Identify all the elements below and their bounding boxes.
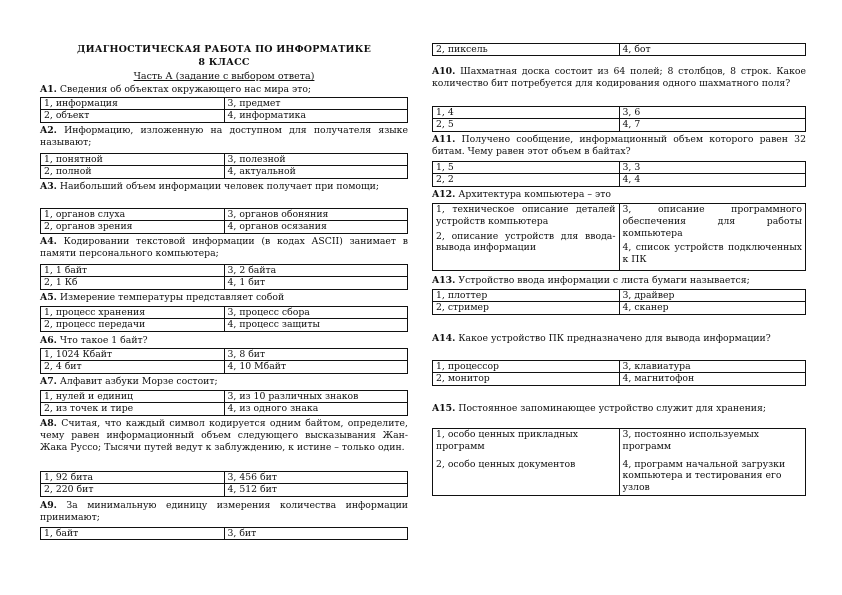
answers-a9-part2: [432, 43, 806, 56]
option[interactable]: 4, органов осязания: [224, 221, 408, 233]
part-title: Часть А (задание с выбором ответа): [133, 71, 315, 82]
option[interactable]: 4, из одного знака: [224, 403, 408, 415]
option[interactable]: 4, информатика: [224, 110, 408, 122]
option[interactable]: 2, органов зрения: [41, 221, 225, 233]
option[interactable]: 1, органов слуха: [41, 209, 225, 221]
option[interactable]: 1, техническое описание деталей устройств компьютера: [436, 204, 616, 227]
option[interactable]: 2, полной: [41, 166, 225, 178]
answers-a9-part1: [40, 527, 408, 540]
answers-a6: [40, 348, 408, 374]
option[interactable]: 2, пиксель: [433, 44, 620, 56]
option[interactable]: 2, монитор: [433, 373, 620, 385]
option[interactable]: 1, 5: [433, 162, 620, 174]
question-a10: A10. Шахматная доска состоит из 64 полей; 8 столбцов, 8 строк. Какое количество бит потребуется для кодирования одного шахматного поля?: [432, 66, 806, 90]
option[interactable]: 4, бот: [619, 44, 806, 56]
question-a11: A11. Получено сообщение, информационный объем которого равен 32 битам. Чему равен этот объем в байтах?: [432, 134, 806, 158]
option[interactable]: 3, бит: [224, 528, 408, 540]
option[interactable]: 1, 1024 Кбайт: [41, 349, 225, 361]
option[interactable]: 1, 92 бита: [41, 472, 225, 484]
grade-title: 8 КЛАСС: [198, 57, 250, 68]
answers-a11: [432, 161, 806, 187]
option[interactable]: 2, 5: [433, 119, 620, 131]
option[interactable]: 4, 1 бит: [224, 277, 408, 289]
answers-a14: [432, 360, 806, 386]
option[interactable]: 1, информация: [41, 98, 225, 110]
option[interactable]: 1, 1 байт: [41, 265, 225, 277]
option[interactable]: 4, 4: [619, 174, 806, 186]
question-a15: A15. Постоянное запоминающее устройство служит для хранения;: [432, 403, 766, 414]
worksheet-title: ДИАГНОСТИЧЕСКАЯ РАБОТА ПО ИНФОРМАТИКЕ: [76, 44, 372, 55]
option[interactable]: 1, плоттер: [433, 290, 620, 302]
option[interactable]: 4, 512 бит: [224, 484, 408, 496]
question-a3: A3. Наибольший объем информации человек получает при помощи;: [40, 181, 379, 192]
option[interactable]: 4, сканер: [619, 302, 806, 314]
option[interactable]: 3, постоянно используемых программ: [622, 429, 759, 452]
question-a5: A5. Измерение температуры представляет собой: [40, 292, 285, 303]
question-a14: A14. Какое устройство ПК предназначено для вывода информации?: [432, 333, 771, 344]
option[interactable]: 3, 8 бит: [224, 349, 408, 361]
option[interactable]: 3, описание программного обеспечения для работы компьютера: [622, 204, 802, 239]
option[interactable]: 1, нулей и единиц: [41, 391, 225, 403]
option[interactable]: 3, 6: [619, 107, 806, 119]
option[interactable]: 3, клавиатура: [619, 361, 806, 373]
question-a13: A13. Устройство ввода информации с листа бумаги называется;: [432, 275, 750, 286]
option[interactable]: 1, особо ценных прикладных программ: [436, 429, 579, 452]
answers-a5: [40, 306, 408, 332]
option-group: [619, 204, 806, 271]
option[interactable]: 1, процесс хранения: [41, 307, 225, 319]
option[interactable]: 3, драйвер: [619, 290, 806, 302]
answers-a7: [40, 390, 408, 416]
question-a7: A7. Алфавит азбуки Морзе состоит;: [40, 376, 218, 387]
option[interactable]: 3, полезной: [224, 154, 408, 166]
option[interactable]: 1, байт: [41, 528, 225, 540]
option[interactable]: 2, процесс передачи: [41, 319, 225, 331]
option[interactable]: 4, магнитофон: [619, 373, 806, 385]
option[interactable]: 1, процессор: [433, 361, 620, 373]
option-group: [619, 429, 806, 496]
option[interactable]: 2, особо ценных документов: [436, 458, 576, 470]
question-a1: A1. Сведения об объектах окружающего нас мира это;: [40, 84, 312, 95]
option[interactable]: 3, 2 байта: [224, 265, 408, 277]
question-a6: A6. Что такое 1 байт?: [40, 335, 148, 346]
option[interactable]: 4, 10 Мбайт: [224, 361, 408, 373]
option[interactable]: 3, процесс сбора: [224, 307, 408, 319]
answers-a15: [432, 428, 806, 496]
question-a9: A9. За минимальную единицу измерения количества информации принимают;: [40, 500, 408, 524]
question-a4: A4. Кодировании текстовой информации (в кодах ASCII) занимает в памяти персонального компьютера;: [40, 236, 408, 260]
option[interactable]: 2, стример: [433, 302, 620, 314]
option[interactable]: 2, 2: [433, 174, 620, 186]
answers-a2: [40, 153, 408, 179]
question-a2: A2. Информацию, изложенную на доступном для получателя языке называют;: [40, 125, 408, 149]
answers-a12: [432, 203, 806, 271]
option[interactable]: 2, 1 Кб: [41, 277, 225, 289]
option[interactable]: 1, 4: [433, 107, 620, 119]
option[interactable]: 2, 220 бит: [41, 484, 225, 496]
question-a8: A8. Считая, что каждый символ кодируется одним байтом, определите, чему равен информационный объем следующего высказывания Жан-Жака Руссо; Тысячи путей ведут к заблуждению, к истине – только один.: [40, 418, 408, 454]
answers-a1: [40, 97, 408, 123]
answers-a13: [432, 289, 806, 315]
option[interactable]: 3, органов обоняния: [224, 209, 408, 221]
option[interactable]: 3, предмет: [224, 98, 408, 110]
option[interactable]: 4, список устройств подключенных к ПК: [622, 242, 802, 266]
answers-a8: [40, 471, 408, 497]
option[interactable]: 4, актуальной: [224, 166, 408, 178]
option[interactable]: 1, понятной: [41, 154, 225, 166]
option[interactable]: 3, из 10 различных знаков: [224, 391, 408, 403]
answers-a4: [40, 264, 408, 290]
option[interactable]: 2, объект: [41, 110, 225, 122]
option[interactable]: 2, 4 бит: [41, 361, 225, 373]
option[interactable]: 3, 3: [619, 162, 806, 174]
option-group: [433, 429, 620, 496]
answers-a10: [432, 106, 806, 132]
option[interactable]: 4, процесс защиты: [224, 319, 408, 331]
option[interactable]: 2, описание устройств для ввода-вывода информации: [436, 230, 616, 254]
option[interactable]: 2, из точек и тире: [41, 403, 225, 415]
option-group: [433, 204, 620, 271]
option[interactable]: 4, программ начальной загрузки компьютера и тестирования его узлов: [622, 458, 786, 494]
option[interactable]: 3, 456 бит: [224, 472, 408, 484]
question-a12: A12. Архитектура компьютера – это: [432, 189, 611, 200]
answers-a3: [40, 208, 408, 234]
option[interactable]: 4, 7: [619, 119, 806, 131]
